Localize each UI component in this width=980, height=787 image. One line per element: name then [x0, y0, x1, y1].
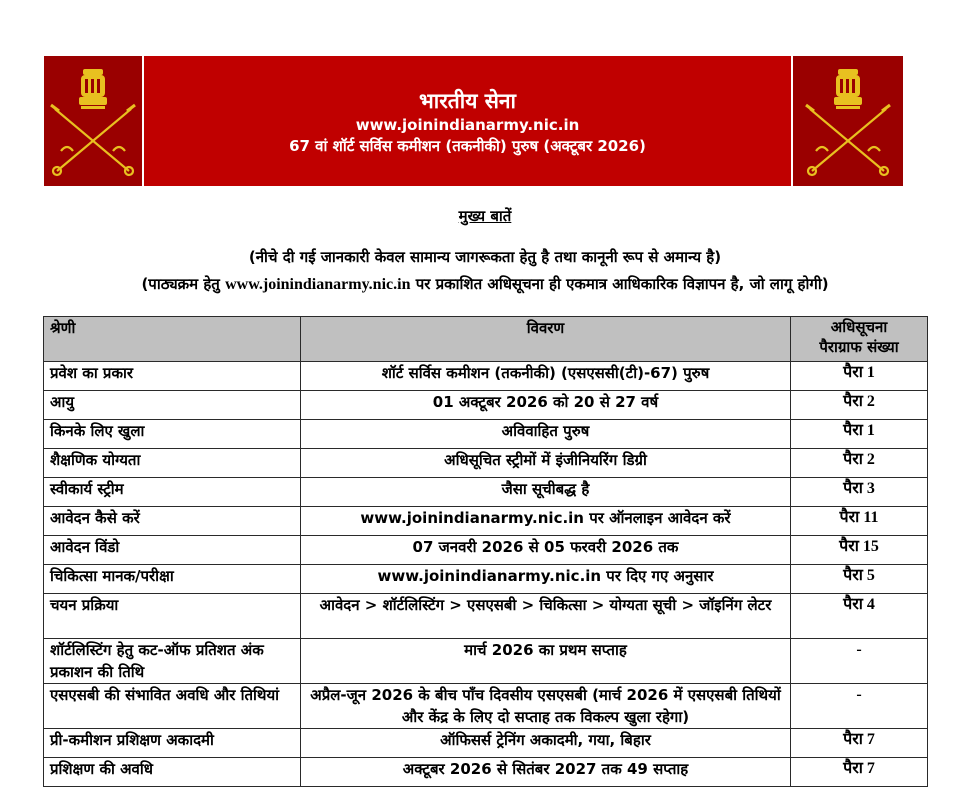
- row-details: अधिसूचित स्ट्रीमों में इंजीनियरिंग डिग्री: [301, 449, 791, 478]
- website-link[interactable]: www.joinindianarmy.nic.in: [355, 116, 580, 134]
- table-row: [44, 391, 928, 420]
- row-category: किनके लिए खुला: [44, 420, 301, 449]
- row-para: पैरा 7: [791, 758, 928, 787]
- row-details: 07 जनवरी 2026 से 05 फरवरी 2026 तक: [301, 536, 791, 565]
- table-row: [44, 729, 928, 758]
- row-para: पैरा 1: [791, 362, 928, 391]
- header-para-line1: अधिसूचना: [830, 318, 888, 336]
- row-details: www.joinindianarmy.nic.in पर दिए गए अनुसार: [301, 565, 791, 594]
- row-category: प्रशिक्षण की अवधि: [44, 758, 301, 787]
- header-details: विवरण: [301, 317, 791, 362]
- disclaimer-prefix: (पाठ्यक्रम हेतु: [141, 275, 226, 293]
- disclaimer-line-1: (नीचे दी गई जानकारी केवल सामान्य जागरूकता हेतु है तथा कानूनी रूप से अमान्य है): [248, 248, 722, 266]
- row-para: पैरा 1: [791, 420, 928, 449]
- crossed-swords-emblem-icon: [45, 59, 141, 183]
- key-facts-table: [43, 316, 928, 787]
- row-details: अप्रैल-जून 2026 के बीच पाँच दिवसीय एसएसबी (मार्च 2026 में एसएसबी तिथियों और केंद्र के लिए दो सप्ताह तक विकल्प खुला रहेगा): [301, 684, 791, 729]
- table-row: [44, 594, 928, 639]
- disclaimer-line-2: [0, 274, 970, 294]
- row-category: आयु: [44, 391, 301, 420]
- table-row: [44, 362, 928, 391]
- row-details: 01 अक्टूबर 2026 को 20 से 27 वर्ष: [301, 391, 791, 420]
- army-emblem-right: [793, 56, 903, 186]
- table-row: [44, 639, 928, 684]
- row-details: ऑफिसर्स ट्रेनिंग अकादमी, गया, बिहार: [301, 729, 791, 758]
- row-category: चिकित्सा मानक/परीक्षा: [44, 565, 301, 594]
- header-para-line2: पैराग्राफ संख्या: [819, 338, 899, 356]
- row-details: जैसा सूचीबद्ध है: [301, 478, 791, 507]
- table-row: [44, 758, 928, 787]
- row-category: एसएसबी की संभावित अवधि और तिथियां: [44, 684, 301, 729]
- row-para: पैरा 5: [791, 565, 928, 594]
- row-para: पैरा 11: [791, 507, 928, 536]
- row-category: स्वीकार्य स्ट्रीम: [44, 478, 301, 507]
- table-header-row: [44, 317, 928, 362]
- row-category: शैक्षणिक योग्यता: [44, 449, 301, 478]
- row-para: पैरा 2: [791, 449, 928, 478]
- header-banner: [144, 56, 791, 186]
- table-row: [44, 420, 928, 449]
- row-details: www.joinindianarmy.nic.in पर ऑनलाइन आवेदन करें: [301, 507, 791, 536]
- row-para: पैरा 2: [791, 391, 928, 420]
- row-details: मार्च 2026 का प्रथम सप्ताह: [301, 639, 791, 684]
- row-para: -: [791, 684, 928, 729]
- org-name: भारतीय सेना: [419, 89, 516, 113]
- row-category: चयन प्रक्रिया: [44, 594, 301, 639]
- document-title-text: मुख्य बातें: [458, 207, 512, 225]
- row-details: अक्टूबर 2026 से सितंबर 2027 तक 49 सप्ताह: [301, 758, 791, 787]
- row-para: पैरा 3: [791, 478, 928, 507]
- row-category: प्री-कमीशन प्रशिक्षण अकादमी: [44, 729, 301, 758]
- row-para: पैरा 4: [791, 594, 928, 639]
- row-details: अविवाहित पुरुष: [301, 420, 791, 449]
- header-category: श्रेणी: [44, 317, 301, 362]
- row-details: आवेदन > शॉर्टलिस्टिंग > एसएसबी > चिकित्सा > योग्यता सूची > जॉइनिंग लेटर: [301, 594, 791, 639]
- row-category: आवेदन विंडो: [44, 536, 301, 565]
- row-category: शॉर्टलिस्टिंग हेतु कट-ऑफ प्रतिशत अंक प्रकाशन की तिथि: [44, 639, 301, 684]
- row-details: शॉर्ट सर्विस कमीशन (तकनीकी) (एसएससी(टी)-67) पुरुष: [301, 362, 791, 391]
- table-row: [44, 449, 928, 478]
- row-para: -: [791, 639, 928, 684]
- row-para: पैरा 15: [791, 536, 928, 565]
- table-row: [44, 565, 928, 594]
- table-row: [44, 684, 928, 729]
- table-row: [44, 507, 928, 536]
- row-category: आवेदन कैसे करें: [44, 507, 301, 536]
- entry-subtitle: 67 वां शॉर्ट सर्विस कमीशन (तकनीकी) पुरुष (अक्टूबर 2026): [289, 137, 646, 155]
- crossed-swords-emblem-icon: [800, 59, 896, 183]
- row-para: पैरा 7: [791, 729, 928, 758]
- disclaimer-url[interactable]: www.joinindianarmy.nic.in: [225, 276, 411, 293]
- table-row: [44, 536, 928, 565]
- army-emblem-left: [44, 56, 142, 186]
- header-para: [791, 317, 928, 362]
- table-row: [44, 478, 928, 507]
- disclaimer-suffix: पर प्रकाशित अधिसूचना ही एकमात्र आधिकारिक विज्ञापन है, जो लागू होगी): [410, 275, 829, 293]
- row-category: प्रवेश का प्रकार: [44, 362, 301, 391]
- document-title: [0, 206, 970, 226]
